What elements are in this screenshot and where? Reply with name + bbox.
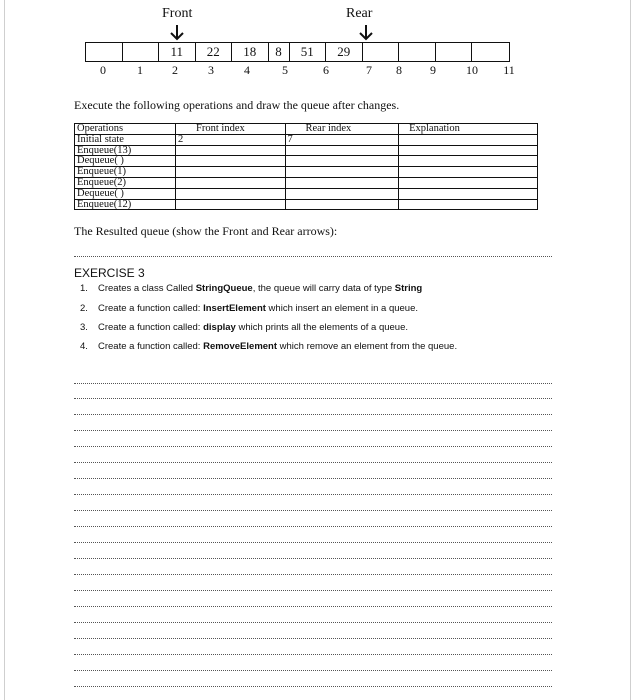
operation-cell: Enqueue(1) xyxy=(75,167,176,178)
table-row xyxy=(75,199,538,210)
operation-cell: Enqueue(2) xyxy=(75,177,176,188)
queue-index: 11 xyxy=(503,63,515,77)
queue-cell xyxy=(472,43,509,61)
queue-cell: 22 xyxy=(196,43,233,61)
queue-index: 2 xyxy=(172,63,178,77)
queue-cell xyxy=(363,43,400,61)
queue-index: 1 xyxy=(137,63,143,77)
answer-line xyxy=(74,526,552,527)
queue-index: 5 xyxy=(282,63,288,77)
answer-line xyxy=(74,558,552,559)
front-index-cell xyxy=(176,188,285,199)
queue-cell xyxy=(399,43,436,61)
table-row xyxy=(75,167,538,178)
explanation-cell xyxy=(399,156,538,167)
item-keyword: String xyxy=(394,283,423,294)
header-rear-index: Rear index xyxy=(285,124,399,135)
explanation-cell xyxy=(399,177,538,188)
queue-index: 7 xyxy=(366,63,372,77)
resulted-queue-text: The Resulted queue (show the Front and Rear arrows): xyxy=(74,224,338,238)
answer-line xyxy=(74,574,552,575)
rear-index-cell xyxy=(285,199,399,210)
answer-line xyxy=(74,686,552,687)
item-text: , the queue will carry data of type xyxy=(252,283,395,294)
front-label: Front xyxy=(162,6,193,21)
queue-index: 4 xyxy=(244,63,250,77)
answer-line xyxy=(74,430,552,431)
rear-label: Rear xyxy=(346,6,373,21)
answer-line xyxy=(74,606,552,607)
explanation-cell xyxy=(399,134,538,145)
queue-index: 3 xyxy=(208,63,214,77)
front-index-cell xyxy=(176,156,285,167)
item-text: Create a function called: xyxy=(98,322,204,333)
item-number: 1. xyxy=(80,283,88,294)
item-text: Creates a class Called xyxy=(98,283,196,294)
explanation-cell xyxy=(399,199,538,210)
item-text: which insert an element in a queue. xyxy=(265,303,419,314)
operation-cell: Initial state xyxy=(75,134,176,145)
answer-line xyxy=(74,494,552,495)
queue-cell: 8 xyxy=(269,43,290,61)
page-edge-right xyxy=(630,0,631,700)
rear-index-cell xyxy=(285,156,399,167)
operation-cell: Enqueue(12) xyxy=(75,199,176,210)
exercise-item xyxy=(80,341,457,352)
queue-cell: 29 xyxy=(326,43,363,61)
front-arrow-icon xyxy=(170,25,184,41)
answer-line xyxy=(74,414,552,415)
item-keyword: RemoveElement xyxy=(203,341,278,352)
rear-index-cell xyxy=(285,188,399,199)
table-row xyxy=(75,134,538,145)
answer-line xyxy=(74,462,552,463)
queue-cell: 11 xyxy=(159,43,196,61)
item-keyword: StringQueue xyxy=(195,283,253,294)
answer-line xyxy=(74,638,552,639)
instruction-text: Execute the following operations and draw the queue after changes. xyxy=(74,98,400,112)
rear-arrow-icon xyxy=(359,25,373,41)
operation-cell: Dequeue( ) xyxy=(75,156,176,167)
queue-cell: 18 xyxy=(232,43,269,61)
rear-index-cell xyxy=(285,177,399,188)
front-index-cell xyxy=(176,199,285,210)
table-header-row xyxy=(75,124,538,135)
rear-index-cell xyxy=(285,167,399,178)
answer-line xyxy=(74,542,552,543)
page-edge-left xyxy=(4,0,5,700)
header-operations: Operations xyxy=(75,124,176,135)
explanation-cell xyxy=(399,145,538,156)
table-row xyxy=(75,177,538,188)
queue-cell xyxy=(86,43,123,61)
item-text: which prints all the elements of a queue. xyxy=(235,322,408,333)
answer-line xyxy=(74,670,552,671)
item-number: 2. xyxy=(80,303,88,314)
exercise-title: EXERCISE 3 xyxy=(74,266,145,280)
queue-index: 6 xyxy=(323,63,329,77)
answer-line xyxy=(74,446,552,447)
answer-line xyxy=(74,398,552,399)
item-text: which remove an element from the queue. xyxy=(277,341,458,352)
explanation-cell xyxy=(399,188,538,199)
answer-line xyxy=(74,478,552,479)
table-row xyxy=(75,188,538,199)
answer-line xyxy=(74,590,552,591)
queue-index: 8 xyxy=(396,63,402,77)
front-index-cell xyxy=(176,167,285,178)
header-explanation: Explanation xyxy=(399,124,538,135)
queue-cell xyxy=(436,43,473,61)
explanation-cell xyxy=(399,167,538,178)
item-keyword: display xyxy=(203,322,236,333)
item-text: Create a function called: xyxy=(98,303,204,314)
answer-line xyxy=(74,383,552,384)
queue-cell: 51 xyxy=(290,43,327,61)
operations-table xyxy=(74,123,538,210)
operation-cell: Enqueue(13) xyxy=(75,145,176,156)
queue-index: 10 xyxy=(466,63,478,77)
answer-line xyxy=(74,654,552,655)
item-number: 3. xyxy=(80,322,88,333)
answer-line xyxy=(74,256,552,257)
front-index-cell xyxy=(176,145,285,156)
rear-index-cell: 7 xyxy=(285,134,399,145)
operation-cell: Dequeue( ) xyxy=(75,188,176,199)
exercise-item xyxy=(80,322,408,333)
queue-index: 0 xyxy=(100,63,106,77)
item-keyword: InsertElement xyxy=(203,303,266,314)
answer-line xyxy=(74,510,552,511)
rear-index-cell xyxy=(285,145,399,156)
queue-cell xyxy=(123,43,160,61)
table-row xyxy=(75,156,538,167)
answer-line xyxy=(74,622,552,623)
exercise-item xyxy=(80,303,418,314)
front-index-cell xyxy=(176,177,285,188)
exercise-item xyxy=(80,283,422,294)
item-text: Create a function called: xyxy=(98,341,204,352)
header-front-index: Front index xyxy=(176,124,285,135)
table-row xyxy=(75,145,538,156)
queue-array xyxy=(85,42,510,62)
queue-index: 9 xyxy=(430,63,436,77)
item-number: 4. xyxy=(80,341,88,352)
front-index-cell: 2 xyxy=(176,134,285,145)
